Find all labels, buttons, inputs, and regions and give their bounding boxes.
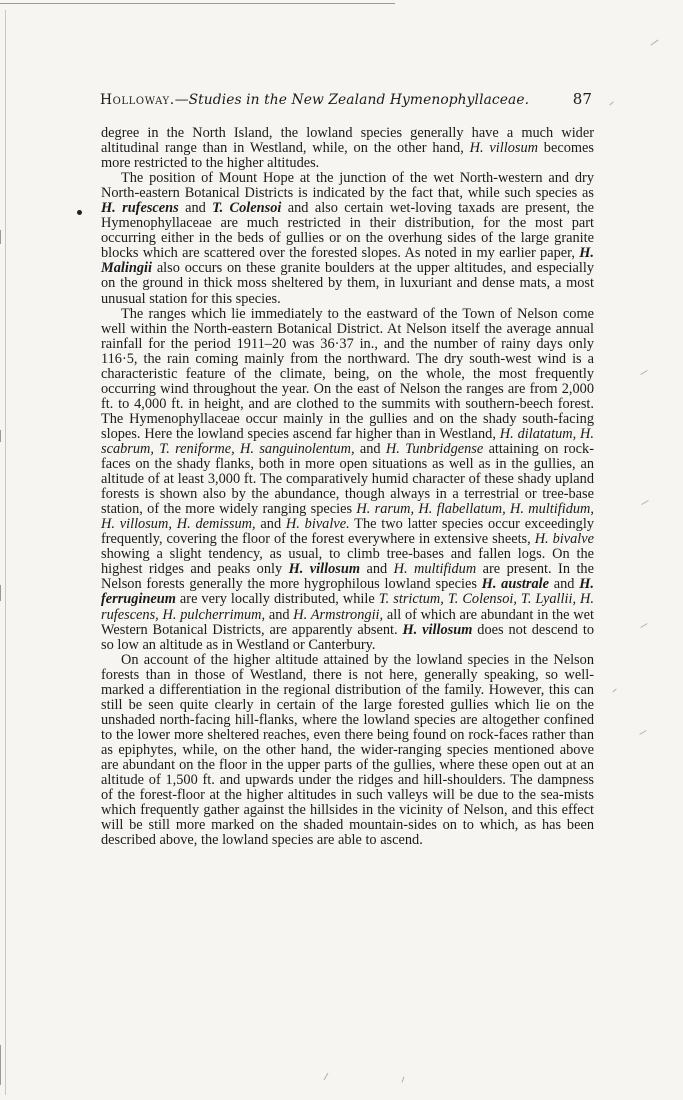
- text-run: and: [178, 200, 213, 217]
- page-number: 87: [572, 90, 592, 108]
- text-run: and: [265, 606, 294, 623]
- species-name: H. rufescens: [101, 200, 179, 217]
- species-name: H. dilatatum, H. scabrum, T. reniforme, H. sanguinolentum,: [101, 425, 594, 457]
- text-run: The two latter species occur exceedingly frequently, covering the floor of the forest everywhere in extensive sheets,: [101, 516, 594, 548]
- species-name: T. Colensoi: [212, 200, 282, 217]
- species-name: H. Tunbridgense: [385, 440, 484, 457]
- species-name: H. Armstrongii,: [293, 606, 384, 623]
- text-run: becomes more restricted to the higher altitudes.: [101, 140, 594, 172]
- margin-tick: [639, 730, 646, 735]
- binding-gutter-line: [5, 10, 6, 1095]
- text-run: and also certain wet-loving taxads are present, the Hymenophyllaceae are much restricted in their distribution, for the most part occurring either in the beds of gullies or on the overhung sides of the large granite blocks which are scattered over the forested slopes. As noted in my earlier paper,: [101, 200, 594, 262]
- paragraph: [101, 126, 594, 171]
- species-name: H. australe: [481, 576, 549, 593]
- text-run: also occurs on these granite boulders at the upper altitudes, and especially on the ground in thick moss sheltered by them, in luxuriant and dense mats, a most unusual station for this species.: [101, 260, 594, 307]
- text-run: attaining on rock-faces on the shady flanks, both in more open situations as well as in the gullies, an altitude of at least 3,000 ft. The comparatively humid character of these shady upland forests is shown also by the abundance, though always in a terrestrial or tree-base station, of the more widely ranging species: [101, 440, 594, 518]
- text-run: The ranges which lie immediately to the eastward of the Town of Nelson come well within the North-eastern Botanical District. At Nelson itself the average annual rainfall for the period 1911–20 was 36·37 in., and the number of rainy days only 116·5, the rain coming mainly from the northward. The dry south-west wind is a characteristic feature of the climate, being, on the whole, the most frequently occurring wind throughout the year. On the east of Nelson the ranges are from 2,000 ft. to 4,000 ft. in height, and are clothed to the summits with southern-beech forest. The Hymenophyllaceae occur mainly in the gullies and on the shady south-facing slopes. Here the lowland species ascend far higher than in Westland,: [101, 305, 594, 442]
- margin-tick: [402, 1077, 405, 1083]
- body-text: [101, 126, 594, 848]
- binding-mark: [0, 585, 1, 601]
- species-name: H. bivalve.: [285, 516, 350, 533]
- species-name: T. strictum, T. Colensoi, T. Lyallii, H. rufescens, H. pulcherrimum,: [101, 591, 594, 623]
- text-run: does not descend to so low an altitude as in Westland or Canterbury.: [101, 621, 594, 653]
- species-name: H. bivalve: [534, 531, 594, 548]
- species-name: H. ferrugineum: [101, 576, 594, 608]
- text-run: and: [255, 516, 286, 533]
- text-run: and: [549, 576, 580, 593]
- species-name: H. villosum: [288, 561, 361, 578]
- paragraph: [101, 653, 594, 849]
- margin-tick: [641, 500, 648, 505]
- running-header: [100, 90, 592, 112]
- species-name: H. Malingii: [101, 245, 594, 277]
- header-author: Holloway.: [100, 92, 175, 108]
- species-name: H. villosum: [469, 140, 538, 157]
- species-name: H. rarum, H. flabellatum, H. multifidum, H. villosum, H. demissum,: [101, 501, 595, 533]
- text-run: The position of Mount Hope at the junction of the wet North-western and dry North-eastern Botanical Districts is indicated by the fact that, while such species as: [101, 170, 594, 202]
- text-run: are very locally distributed, while: [175, 591, 379, 608]
- margin-tick: [609, 102, 613, 106]
- species-name: H. villosum: [402, 621, 473, 638]
- margin-tick: [640, 370, 647, 375]
- margin-dot: [77, 210, 82, 215]
- text-run: and: [360, 561, 394, 578]
- margin-tick: [640, 623, 647, 628]
- text-run: are present. In the Nelson forests generally the more hygrophilous lowland species: [101, 561, 594, 593]
- margin-tick: [651, 40, 659, 46]
- text-run: showing a slight tendency, as usual, to climb tree-bases and fallen logs. On the highest ridges and peaks only: [101, 546, 594, 578]
- paragraph: [101, 171, 594, 306]
- text-run: and: [354, 440, 386, 457]
- margin-tick: [612, 689, 616, 693]
- header-title: —Studies in the New Zealand Hymenophyllaceae.: [174, 92, 530, 108]
- binding-mark: [0, 230, 1, 244]
- binding-mark: [0, 430, 1, 442]
- margin-tick: [324, 1073, 329, 1080]
- text-run: On account of the higher altitude attained by the lowland species in the Nelson forests than in those of Westland, there is not here, generally speaking, so well-marked a differentiation in the regional distribution of the family. However, this can still be seen quite clearly in certain of the large forested gullies which lie on the unshaded north-facing hill-flanks, where the lowland species are altogether confined to the lower more sheltered reaches, even there being found on rock-faces rather than as epiphytes, while, on the other hand, the wider-ranging species mentioned above are abundant on the floor in the upper parts of the gullies, where these open out at an altitude of 1,500 ft. and upwards under the ridges and hill-shoulders. The dampness of the forest-floor at the higher altitudes in such valleys will be due to the sea-mists which frequently gather against the hillsides in the vicinity of Nelson, and this effect will be still more marked on the shaded mountain-sides on to which, as has been described above, the lowland species are able to ascend.: [101, 651, 594, 849]
- paragraph: [101, 307, 594, 653]
- species-name: H. multifidum: [393, 561, 477, 578]
- text-run: all of which are abundant in the wet Western Botanical Districts, are apparently absent.: [101, 606, 594, 638]
- binding-mark: [0, 1045, 1, 1085]
- text-run: degree in the North Island, the lowland species generally have a much wider altitudinal range than in Westland, while, on the other hand,: [101, 125, 594, 157]
- scan-top-rule: [0, 3, 395, 4]
